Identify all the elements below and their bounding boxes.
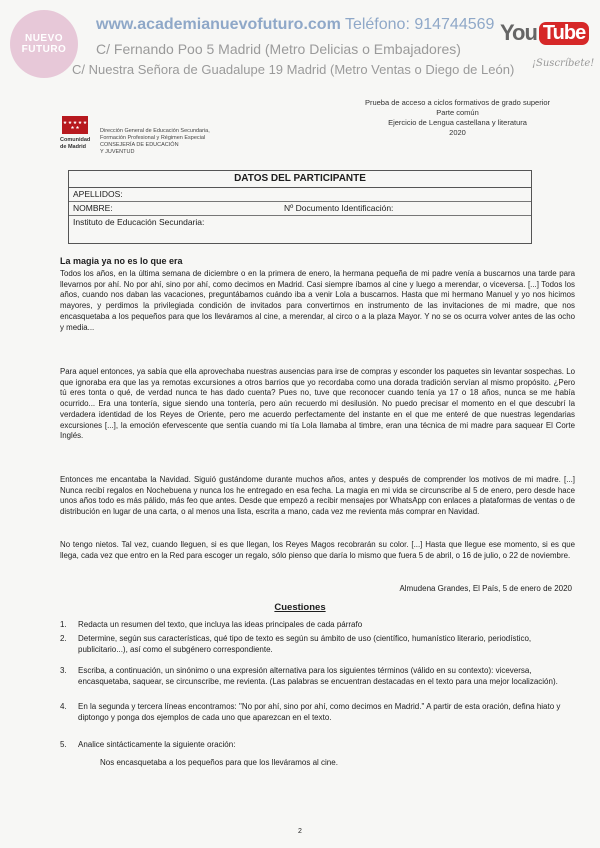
paragraph-1: Todos los años, en la última semana de diciembre o en la primera de enero, la hermana pequeña de mi padre venía a buscarnos una tarde para llevarnos por ahí. No por ahí, sino por ahí, como decimos en Madrid. Casi siempre íbamos al cine y luego a merendar, o viceversa. [...] Todos los años, cuando nos daban las vacaciones, preguntábamos cuándo iba a venir Lola a buscarnos. Hasta que mi hermano Manuel y yo nos hicimos mayores, y perdimos la privilegiada condición de invitados para convertirnos en instrumento de las invitaciones de mi madre, que nos encasquetaba a los pequeños para que los lleváramos al cine, a merendar, al circo o a la plaza Mayor. Y no se os ocurra volver antes de las ocho y media...: [60, 269, 575, 332]
logo-line-1: NUEVO: [24, 33, 64, 44]
question-5-number: 5.: [60, 740, 67, 749]
text-signature: Almudena Grandes, El País, 5 de enero de 2020: [399, 584, 572, 593]
page-number: 2: [298, 828, 302, 835]
paragraph-3: Entonces me encantaba la Navidad. Siguió gustándome durante muchos años, antes y después de comprender los motivos de mi madre. [...] Nunca recibí regalos en Nochebuena y nunca los he entregado en esa fecha. La magia en mi vida se circunscribe al 5 de enero, pero desde hace unos años todo es más pálido, más feo que antes. Desde que empezó a recibir mensajes por WhatsApp con enlaces a plataformas de ventas o de distribución en lugar de una carta, o al menos una lista, escrita a mano, cada vez me revienta más comprar en Navidad.: [60, 475, 575, 517]
question-1: [60, 620, 575, 631]
question-2-text: Determine, según sus características, qué tipo de texto es según su ámbito de uso (científico, humanístico literario, periodístico, publicitario...), así como el subgénero correspondiente.: [78, 634, 532, 654]
exam-line-1: Prueba de acceso a ciclos formativos de grado superior: [364, 98, 551, 107]
institute-field[interactable]: [69, 216, 531, 229]
exam-line-2: Parte común: [436, 108, 479, 117]
youtube-you: You: [500, 20, 537, 45]
text-title: La magia ya no es lo que era: [60, 256, 183, 266]
website-link[interactable]: www.academianuevofuturo.com: [96, 16, 341, 33]
exam-title-block: [330, 98, 585, 138]
dir-line-3: CONSEJERÍA DE EDUCACIÓN: [100, 142, 179, 148]
dir-line-2: Formación Profesional y Régimen Especial: [100, 135, 206, 141]
address-1: C/ Fernando Poo 5 Madrid (Metro Delicias o Embajadores): [96, 41, 461, 57]
question-4: [60, 702, 575, 723]
question-1-text: Redacta un resumen del texto, que incluya las ideas principales de cada párrafo: [78, 620, 363, 629]
youtube-tube: Tube: [539, 22, 589, 45]
question-5-sentence: Nos encasquetaba a los pequeños para que los lleváramos al cine.: [100, 758, 338, 767]
youtube-logo[interactable]: [500, 20, 589, 46]
logo-line-2: FUTURO: [21, 44, 67, 55]
exam-line-3: Ejercicio de Lengua castellana y literatura: [388, 118, 527, 127]
comunidad-madrid-flag-icon: [62, 116, 88, 134]
direction-text: [100, 128, 210, 156]
surnames-label: APELLIDOS:: [73, 189, 123, 199]
document-label: Nº Documento Identificación:: [284, 203, 394, 213]
dir-line-1: Dirección General de Educación Secundaria,: [100, 128, 210, 134]
name-label: NOMBRE:: [73, 203, 113, 213]
question-2: [60, 634, 575, 655]
exam-line-4: 2020: [449, 128, 466, 137]
question-5-text: Analice sintácticamente la siguiente oración:: [78, 740, 236, 749]
question-3-text: Escriba, a continuación, un sinónimo o una expresión alternativa para los siguientes términos (válido en su contexto): viceversa, encasquetaba, saquear, se circunscribe, me revienta. (Las palabras se encuentran destacadas en el texto para una mejor localización).: [78, 666, 558, 686]
question-3: [60, 666, 575, 687]
website-line: [96, 16, 494, 34]
subscribe-text: ¡Suscríbete!: [532, 58, 595, 69]
phone-number: Teléfono: 914744569: [344, 16, 495, 33]
participant-box: [68, 170, 532, 244]
questions-title: Cuestiones: [274, 602, 326, 613]
question-3-number: 3.: [60, 666, 67, 675]
region-line-2: de Madrid: [60, 143, 86, 150]
question-4-text: En la segunda y tercera líneas encontramos: "No por ahí, sino por ahí, como decimos en Madrid." A partir de esta oración, defina hiato y diptongo y ponga dos ejemplos de cada uno que aparezcan en el texto.: [78, 702, 561, 722]
institute-label: Instituto de Educación Secundaria:: [73, 217, 205, 227]
question-2-number: 2.: [60, 634, 67, 643]
paragraph-4: No tengo nietos. Tal vez, cuando lleguen, si es que llegan, los Reyes Magos recobrarán su color. [...] Hasta que llegue ese momento, si es que llega, cada vez que entro en la Red para escoger un regalo, sólo pienso que daría lo mismo que fuera 5 de abril, o 16 de julio, o 22 de noviembre.: [60, 540, 575, 560]
paragraph-2: Para aquel entonces, ya sabía que ella aprovechaba nuestras ausencias para irse de compras y esconder los paquetes sin levantar sospechas. Lo que ignoraba era que las ya remotas excursiones a otros barrios que yo recordaba como una dorada tradición servían al mismo propósito. ¿Pero tú eres tonta o qué, de verdad nunca te has dado cuenta? Pues no, tuve que reconocer cuando tenía ya 17 o 18 años, nunca se me había ocurrido... Era una tontería, sigue siendo una tontería, pero aún recuerdo mi desilusión. No puedo precisar el momento en el que descubrí la verdadera identidad de los Reyes de Oriente, pero me acuerdo perfectamente del instante en el que me enteré de que nuestras legendarias excursiones [...], la emoción efervescente que sentía cuando mi tía Lola llamaba al timbre, eran una técnica de mi madre para saquear El Corte Inglés.: [60, 367, 575, 441]
name-field[interactable]: [69, 202, 531, 216]
surnames-field[interactable]: [69, 188, 531, 202]
region-line-1: Comunidad: [60, 137, 91, 143]
participant-heading: DATOS DEL PARTICIPANTE: [69, 171, 531, 188]
region-name: [60, 137, 90, 150]
academy-logo[interactable]: [10, 10, 78, 78]
dir-line-4: Y JUVENTUD: [100, 149, 135, 155]
question-5: [60, 740, 575, 751]
address-2: C/ Nuestra Señora de Guadalupe 19 Madrid (Metro Ventas o Diego de León): [72, 62, 515, 77]
question-1-number: 1.: [60, 620, 67, 629]
question-4-number: 4.: [60, 702, 67, 711]
